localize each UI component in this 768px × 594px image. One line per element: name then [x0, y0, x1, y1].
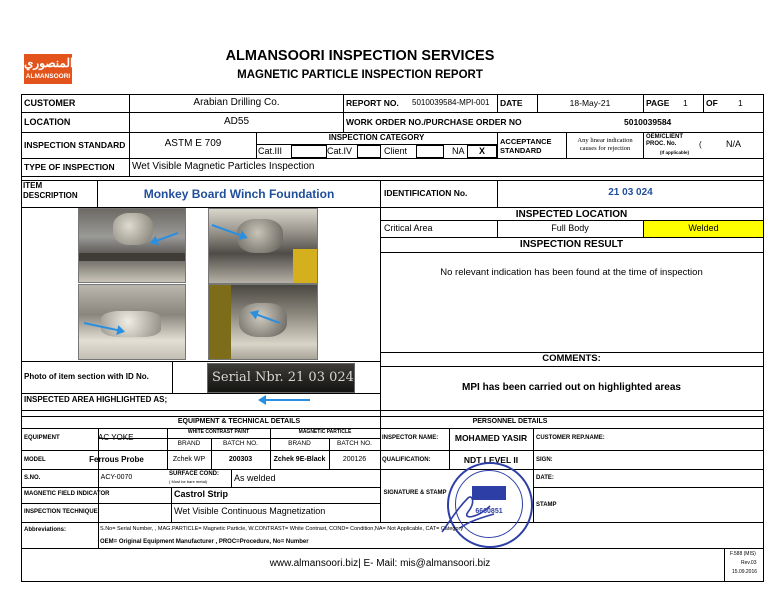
oem-paren: ( [699, 140, 702, 149]
report-subtitle: MAGNETIC PARTICLE INSPECTION REPORT [237, 69, 483, 81]
client-label: Client [384, 146, 408, 156]
date-value: 18-May-21 [569, 98, 611, 108]
mp-brand-label: BRAND [288, 440, 311, 447]
highlighted-area-label: INSPECTED AREA HIGHLIGHTED AS; [24, 395, 168, 404]
acceptance-label: ACCEPTANCE STANDARD [500, 137, 552, 155]
qualification-value: NDT LEVEL II [463, 455, 519, 465]
customer-value: Arabian Drilling Co. [193, 97, 280, 108]
cat4-label: Cat.IV [327, 146, 353, 156]
date-label-personnel: DATE: [536, 475, 554, 481]
report-company-title: ALMANSOORI INSPECTION SERVICES [225, 48, 495, 64]
full-body: Full Body [551, 223, 589, 233]
qualification-label: QUALIFICATION: [382, 457, 431, 463]
sno-value: ACY-0070 [100, 474, 133, 481]
cat4-checkbox[interactable] [357, 145, 381, 158]
location-label: LOCATION [24, 117, 71, 127]
logo-arabic: المنصوري [24, 56, 74, 70]
technique-label: INSPECTION TECHNIQUE [24, 509, 98, 515]
signature-stamp-label: SIGNATURE & STAMP [383, 490, 447, 496]
sign-label: SIGN: [536, 457, 553, 463]
serial-text: Serial Nbr. 21 03 024 [212, 370, 354, 385]
cat3-checkbox[interactable] [291, 145, 327, 158]
model-label: MODEL [24, 457, 46, 463]
inspector-value: MOHAMED YASIR [454, 433, 528, 443]
photo-bottom-right [208, 284, 318, 360]
sno-label: S.NO. [24, 475, 41, 481]
white-contrast-heading: WHITE CONTRAST PAINT [187, 429, 250, 435]
type-value: Wet Visible Magnetic Particles Inspection [132, 161, 315, 172]
mp-batch-label: BATCH NO. [337, 440, 372, 447]
serial-photo [207, 363, 355, 393]
comments-heading: COMMENTS: [542, 353, 601, 364]
stamp-number: 6660851 [475, 508, 503, 515]
standard-label: INSPECTION STANDARD [24, 140, 126, 150]
work-order-value: 5010039584 [624, 117, 672, 127]
surface-note: ( Must be bare metal) [169, 479, 208, 484]
work-order-label: WORK ORDER NO./PURCHASE ORDER NO [346, 117, 522, 127]
standard-value: ASTM E 709 [164, 138, 222, 149]
surface-value: As welded [234, 473, 276, 483]
customer-label: CUSTOMER [24, 98, 76, 108]
cat3-label: Cat.III [258, 146, 283, 156]
field-indicator-label: MAGNETIC FIELD INDICATOR [24, 491, 110, 497]
inspection-result-heading: INSPECTION RESULT [519, 239, 624, 250]
inspection-result: No relevant indication has been found at the time of inspection [440, 267, 703, 278]
company-logo [24, 54, 72, 84]
date-label: DATE [500, 98, 523, 108]
mp-brand: Zchek 9E-Black [273, 456, 326, 463]
inspector-label: INSPECTOR NAME: [382, 435, 439, 441]
wc-brand-label: BRAND [177, 440, 201, 447]
customer-rep-label: CUSTOMER REP.NAME: [536, 435, 605, 441]
abbreviations-label: Abbreviations: [24, 527, 67, 533]
photo-top-right [208, 208, 318, 284]
model-value: Ferrous Probe [89, 455, 144, 464]
acceptance-value: Any linear indication causes for rejection [577, 137, 633, 153]
abbreviations-line1: S.No= Serial Number, , MAG.PARTICLE= Magnetic Particle, W.CONTRAST= White Contrast, COND= Condition,NA= Not Applicable, CAT= Category [100, 526, 464, 532]
oem-label: OEM/CLIENT PROC. No. [646, 134, 683, 147]
na-mark: X [479, 146, 486, 156]
of-label: OF [706, 98, 718, 108]
personnel-heading: PERSONNEL DETAILS [472, 418, 548, 425]
oem-note: (If applicable) [660, 150, 690, 155]
page-label: PAGE [646, 98, 670, 108]
field-indicator-value: Castrol Strip [174, 489, 229, 499]
surface-label: SURFACE COND: [169, 471, 220, 477]
logo-latin: ALMANSOORI [25, 73, 71, 80]
footer-contact[interactable]: www.almansoori.biz| E- Mail: mis@almansoori.biz [269, 558, 491, 569]
mp-batch: 200126 [342, 456, 367, 463]
form-number: F.588 (MIS) [730, 551, 756, 557]
abbreviations-line2: OEM= Original Equipment Manufacturer , PROC=Procedure, No= Number [100, 539, 309, 545]
bolt-shape [113, 213, 153, 245]
form-date: 15.09.2016 [732, 569, 758, 575]
oem-value: N/A [726, 139, 742, 149]
welded: Welded [688, 223, 719, 233]
technique-value: Wet Visible Continuous Magnetization [174, 506, 326, 516]
stamp-label: STAMP [536, 502, 557, 508]
legend-arrow-icon [264, 399, 310, 401]
report-no-value: 5010039584-MPI-001 [412, 98, 490, 107]
photo-label: Photo of item section with ID No. [24, 372, 149, 381]
comments-value: MPI has been carried out on highlighted areas [462, 382, 681, 393]
item-description-label: ITEM DESCRIPTION [23, 181, 78, 200]
identification-value: 21 03 024 [608, 187, 653, 198]
of-value: 1 [738, 98, 743, 108]
client-checkbox[interactable] [416, 145, 444, 158]
equipment-heading: EQUIPMENT & TECHNICAL DETAILS [177, 418, 301, 425]
equipment-label: EQUIPMENT [24, 435, 60, 441]
location-value: AD55 [223, 116, 249, 127]
item-description: Monkey Board Winch Foundation [143, 187, 335, 201]
wc-batch: 200303 [228, 456, 253, 463]
category-label: INSPECTION CATEGORY [328, 133, 425, 142]
type-label: TYPE OF INSPECTION [24, 162, 115, 172]
inspected-location-heading: INSPECTED LOCATION [515, 209, 628, 220]
form-revision: Rev.03 [741, 560, 757, 566]
wc-brand: Zchek WP [172, 456, 206, 463]
report-no-label: REPORT NO. [346, 98, 399, 108]
critical-area: Critical Area [384, 223, 433, 233]
wc-batch-label: BATCH NO. [223, 440, 258, 447]
magnetic-particle-heading: MAGNETIC PARTICLE [298, 429, 352, 435]
photo-top-left [78, 208, 186, 283]
identification-label: IDENTIFICATION No. [384, 188, 468, 198]
na-label: NA [452, 146, 465, 156]
photo-bottom-left [78, 284, 186, 360]
page-value: 1 [683, 98, 688, 108]
equipment-value: AC YOKE [98, 433, 134, 442]
